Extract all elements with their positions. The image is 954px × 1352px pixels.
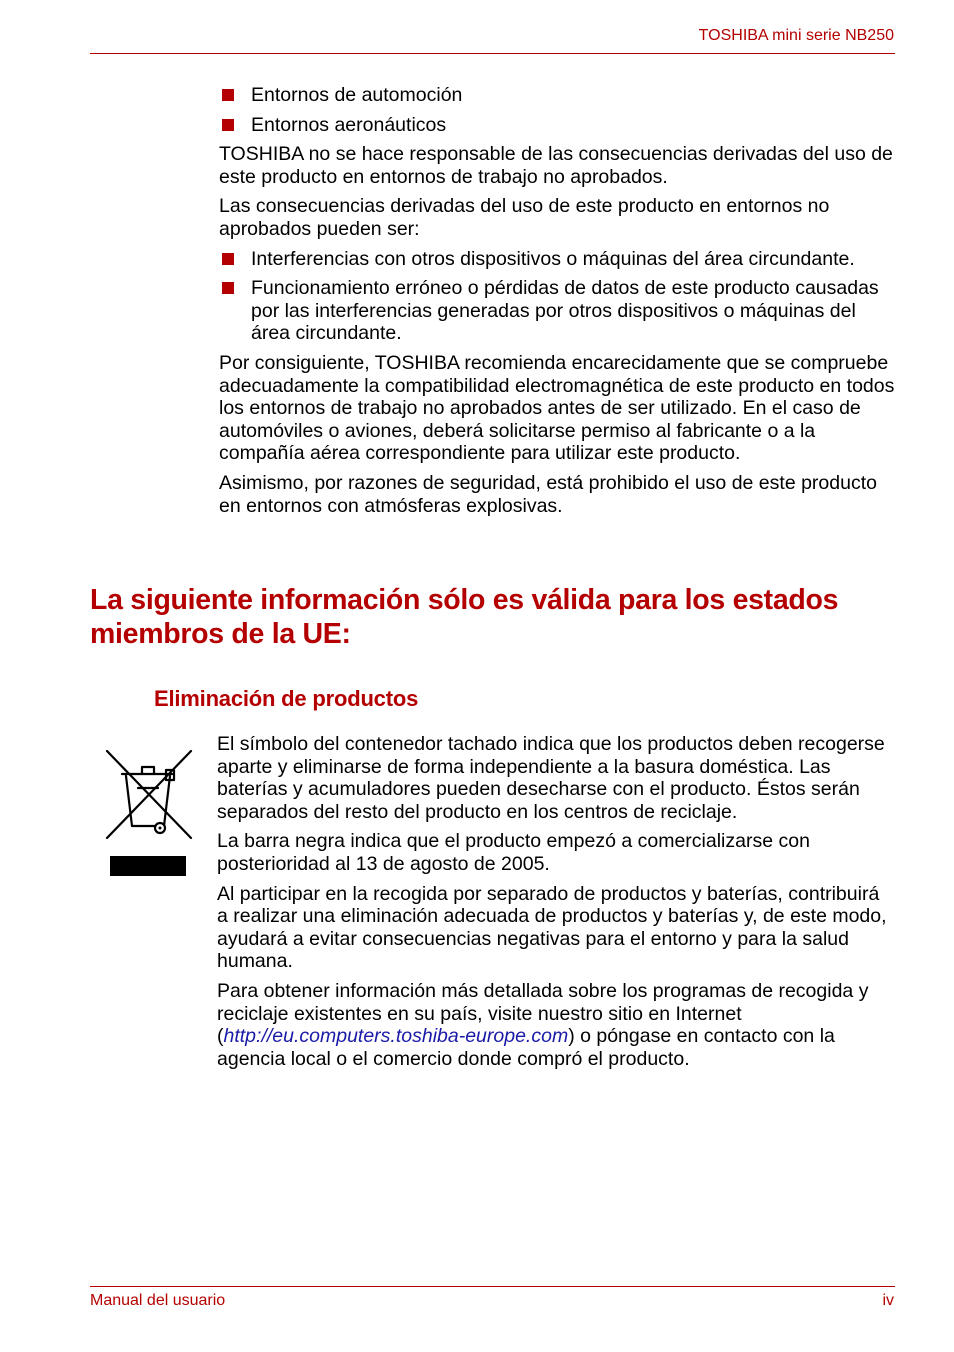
list-item bbox=[219, 84, 895, 107]
list-item-text: Interferencias con otros dispositivos o máquinas del área circundante. bbox=[251, 247, 855, 270]
paragraph bbox=[217, 980, 893, 1070]
paragraph: TOSHIBA no se hace responsable de las consecuencias derivadas del uso de este producto en entornos de trabajo no aprobados. bbox=[219, 143, 893, 188]
paragraph-text: Para obtener información más detallada sobre los programas de recogida y reciclaje existentes en su país, visite nuestro sitio en Internet ( bbox=[217, 979, 869, 1048]
paragraph: Las consecuencias derivadas del uso de este producto en entornos no aprobados pueden ser: bbox=[219, 195, 830, 240]
list-item bbox=[219, 248, 895, 271]
website-link[interactable]: http://eu.computers.toshiba-europe.com bbox=[223, 1025, 569, 1048]
footer-divider bbox=[90, 1286, 895, 1287]
crossed-out-wheelie-bin-icon bbox=[104, 748, 194, 847]
paragraph-text: ) o póngase en contacto con la agencia local o el comercio donde compró el producto. bbox=[217, 1025, 835, 1070]
paragraph: La barra negra indica que el producto empezó a comercializarse con posterioridad al 13 de agosto de 2005. bbox=[217, 830, 810, 875]
list-item bbox=[219, 114, 895, 137]
header-divider bbox=[90, 53, 895, 54]
paragraph: Por consiguiente, TOSHIBA recomienda encarecidamente que se compruebe adecuadamente la compatibilidad electromagnética de este producto en todos los entornos de trabajo no aprobados antes de ser utilizado. En el caso de automóviles o aviones, deberá solicitarse permiso al fabricante o a la compañía aérea correspondiente para utilizar este producto. bbox=[219, 351, 895, 465]
paragraph: El símbolo del contenedor tachado indica que los productos deben recogerse aparte y eliminarse de forma independiente a la basura doméstica. Las baterías y acumuladores pueden desecharse con el producto. Éstos serán separados del resto del producto en los centros de reciclaje. bbox=[217, 733, 885, 823]
black-bar-marker bbox=[110, 856, 186, 876]
subsection-heading: Eliminación de productos bbox=[154, 686, 419, 711]
list-item bbox=[219, 277, 895, 345]
bullet-square-icon bbox=[222, 119, 234, 131]
footer-manual-title: Manual del usuario bbox=[90, 1292, 226, 1309]
paragraph: Asimismo, por razones de seguridad, está prohibido el uso de este producto en entornos con atmósferas explosivas. bbox=[219, 471, 877, 517]
list-item-text: Entornos de automoción bbox=[251, 84, 463, 106]
page-number: iv bbox=[882, 1292, 894, 1309]
bullet-square-icon bbox=[222, 253, 234, 265]
running-header: TOSHIBA mini serie NB250 bbox=[698, 27, 894, 44]
paragraph: Al participar en la recogida por separado de productos y baterías, contribuirá a realizar una eliminación adecuada de productos y baterías y, de este modo, ayudará a evitar consecuencias negativas para el entorno y para la salud humana. bbox=[217, 882, 887, 973]
list-item-text: Funcionamiento erróneo o pérdidas de datos de este producto causadas por las interferencias generadas por otros dispositivos o máquinas del área circundante. bbox=[251, 277, 879, 345]
section-heading: La siguiente información sólo es válida para los estados miembros de la UE: bbox=[90, 584, 839, 650]
section-disposal bbox=[217, 733, 893, 1077]
section-environments bbox=[219, 84, 895, 524]
bullet-square-icon bbox=[222, 89, 234, 101]
list-item-text: Entornos aeronáuticos bbox=[251, 113, 447, 136]
bullet-square-icon bbox=[222, 282, 234, 294]
